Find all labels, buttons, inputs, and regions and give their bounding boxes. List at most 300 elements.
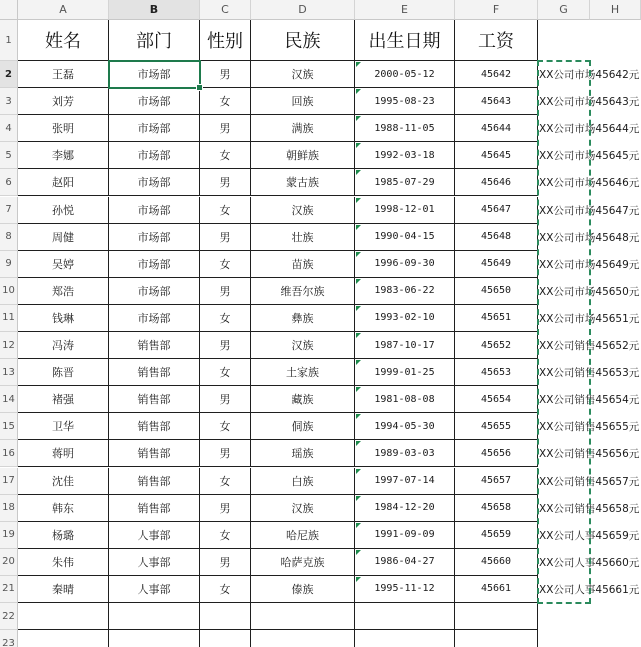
- cell-name[interactable]: [18, 305, 109, 332]
- cell-birth-date[interactable]: [355, 468, 455, 495]
- header-cell-gender[interactable]: [200, 20, 251, 61]
- cell-text: 汉族: [291, 339, 314, 353]
- cell-birth-date[interactable]: [355, 359, 455, 386]
- cell-text: 褚强: [52, 393, 74, 407]
- cell-text: 男: [219, 555, 231, 569]
- text-number-indicator-icon: [356, 496, 361, 501]
- cell-company-salary-text[interactable]: [538, 115, 640, 142]
- cell-name[interactable]: [18, 61, 109, 88]
- row-header-2[interactable]: 2: [0, 61, 18, 88]
- cell-company-salary-text[interactable]: [538, 224, 640, 251]
- cell-text: XX公司市场45646元: [539, 177, 640, 190]
- cell-text: 女: [219, 311, 231, 325]
- cell-birth-date[interactable]: [355, 88, 455, 115]
- cell-text: XX公司人事45661元: [539, 583, 640, 596]
- cell-gender[interactable]: [200, 386, 251, 413]
- cell-ethnicity[interactable]: [251, 495, 355, 522]
- cell-text: 1989-03-03: [374, 447, 435, 459]
- cell-birth-date[interactable]: [355, 278, 455, 305]
- cell-text: 土家族: [286, 366, 319, 380]
- cell-text: 满族: [291, 122, 314, 136]
- cell-name[interactable]: [18, 386, 109, 413]
- row-header-7[interactable]: 7: [0, 197, 18, 224]
- cell-name[interactable]: [18, 359, 109, 386]
- cell-salary[interactable]: [455, 522, 538, 549]
- cell-text: 45660: [480, 556, 512, 568]
- row-header-5[interactable]: 5: [0, 142, 18, 169]
- row-header-12[interactable]: 12: [0, 332, 18, 359]
- cell-gender[interactable]: [200, 197, 251, 224]
- cell-birth-date[interactable]: [355, 251, 455, 278]
- cell-text: 市场部: [137, 257, 171, 271]
- cell-department[interactable]: [109, 549, 200, 576]
- cell-company-salary-text[interactable]: [538, 332, 640, 359]
- cell-name[interactable]: [18, 224, 109, 251]
- row-header-11[interactable]: 11: [0, 305, 18, 332]
- cell-text: 市场部: [137, 311, 171, 325]
- cell-text: 男: [219, 230, 231, 244]
- cell-salary[interactable]: [455, 549, 538, 576]
- cell-ethnicity[interactable]: [251, 88, 355, 115]
- cell-text: 人事部: [137, 528, 171, 542]
- cell-department[interactable]: [109, 251, 200, 278]
- cell-department[interactable]: [109, 115, 200, 142]
- cell-gender[interactable]: [200, 522, 251, 549]
- cell-text: 1993-02-10: [374, 312, 435, 324]
- empty-cell[interactable]: [18, 603, 109, 630]
- cell-ethnicity[interactable]: [251, 305, 355, 332]
- header-cell-ethnicity[interactable]: [251, 20, 355, 61]
- cell-name[interactable]: [18, 332, 109, 359]
- cell-text: 男: [219, 122, 231, 136]
- cell-text: 1990-04-15: [374, 231, 435, 243]
- cell-ethnicity[interactable]: [251, 251, 355, 278]
- row-header-18[interactable]: 18: [0, 495, 18, 522]
- cell-text: 汉族: [291, 203, 314, 217]
- cell-gender[interactable]: [200, 359, 251, 386]
- cell-birth-date[interactable]: [355, 576, 455, 603]
- cell-text: 1995-11-12: [374, 583, 435, 595]
- cell-birth-date[interactable]: [355, 440, 455, 467]
- cell-text: 民族: [284, 31, 321, 52]
- empty-cell[interactable]: [200, 603, 251, 630]
- cell-text: XX公司销售45656元: [539, 448, 640, 461]
- cell-gender[interactable]: [200, 332, 251, 359]
- cell-gender[interactable]: [200, 549, 251, 576]
- cell-birth-date[interactable]: [355, 197, 455, 224]
- column-header-f[interactable]: F: [455, 0, 538, 20]
- text-number-indicator-icon: [356, 469, 361, 474]
- cell-company-salary-text[interactable]: [538, 305, 640, 332]
- cell-company-salary-text[interactable]: [538, 278, 640, 305]
- cell-text: 销售部: [137, 366, 171, 380]
- empty-cell[interactable]: [200, 630, 251, 647]
- cell-company-salary-text[interactable]: [538, 495, 640, 522]
- cell-ethnicity[interactable]: [251, 413, 355, 440]
- cell-company-salary-text[interactable]: [538, 197, 640, 224]
- cell-text: 1984-12-20: [374, 502, 435, 514]
- cell-text: 回族: [291, 95, 314, 109]
- cell-name[interactable]: [18, 88, 109, 115]
- column-header-d[interactable]: D: [251, 0, 355, 20]
- cell-text: 45646: [480, 176, 512, 188]
- cell-salary[interactable]: [455, 359, 538, 386]
- cell-text: 1983-06-22: [374, 285, 435, 297]
- cell-text: 45647: [480, 204, 512, 216]
- cell-name[interactable]: [18, 468, 109, 495]
- cell-text: XX公司人事45659元: [539, 529, 640, 542]
- cell-department[interactable]: [109, 576, 200, 603]
- row-header-3[interactable]: 3: [0, 88, 18, 115]
- cell-text: 王磊: [52, 68, 74, 82]
- cell-text: 冯涛: [52, 339, 74, 353]
- cell-text: 45651: [480, 312, 512, 324]
- text-number-indicator-icon: [356, 89, 361, 94]
- cell-department[interactable]: [109, 359, 200, 386]
- cell-gender[interactable]: [200, 88, 251, 115]
- cell-text: 女: [219, 528, 231, 542]
- cell-ethnicity[interactable]: [251, 468, 355, 495]
- cell-name[interactable]: [18, 413, 109, 440]
- cell-text: 吴婷: [52, 257, 74, 271]
- cell-gender[interactable]: [200, 495, 251, 522]
- row-header-8[interactable]: 8: [0, 224, 18, 251]
- cell-text: 姓名: [45, 31, 81, 52]
- cell-company-salary-text[interactable]: [538, 88, 640, 115]
- text-number-indicator-icon: [356, 360, 361, 365]
- cell-text: 1988-11-05: [374, 122, 435, 134]
- row-header-4[interactable]: 4: [0, 115, 18, 142]
- cell-company-salary-text[interactable]: [538, 522, 640, 549]
- cell-gender[interactable]: [200, 224, 251, 251]
- cell-text: 出生日期: [368, 31, 441, 52]
- cell-name[interactable]: [18, 522, 109, 549]
- text-number-indicator-icon: [356, 577, 361, 582]
- cell-salary[interactable]: [455, 468, 538, 495]
- cell-text: 工资: [478, 31, 514, 52]
- cell-gender[interactable]: [200, 251, 251, 278]
- text-number-indicator-icon: [356, 225, 361, 230]
- cell-birth-date[interactable]: [355, 169, 455, 196]
- cell-gender[interactable]: [200, 305, 251, 332]
- cell-text: 1999-01-25: [374, 366, 435, 378]
- cell-text: 沈佳: [52, 474, 74, 488]
- cell-department[interactable]: [109, 468, 200, 495]
- cell-text: 1997-07-14: [374, 475, 435, 487]
- cell-gender[interactable]: [200, 468, 251, 495]
- cell-company-salary-text[interactable]: [538, 386, 640, 413]
- cell-text: 人事部: [137, 582, 171, 596]
- cell-text: 45652: [480, 339, 512, 351]
- cell-text: 张明: [52, 122, 74, 136]
- row-header-17[interactable]: 17: [0, 468, 18, 495]
- cell-name[interactable]: [18, 576, 109, 603]
- empty-cell[interactable]: [590, 20, 641, 61]
- cell-salary[interactable]: [455, 61, 538, 88]
- column-header-a[interactable]: A: [18, 0, 109, 20]
- cell-text: 1986-04-27: [374, 556, 435, 568]
- empty-cell[interactable]: [18, 630, 109, 647]
- cell-text: 男: [219, 393, 231, 407]
- cell-salary[interactable]: [455, 495, 538, 522]
- cell-text: XX公司市场45651元: [539, 312, 640, 325]
- text-number-indicator-icon: [356, 523, 361, 528]
- cell-name[interactable]: [18, 115, 109, 142]
- cell-text: 销售部: [137, 339, 171, 353]
- header-cell-birth-date[interactable]: [355, 20, 455, 61]
- cell-salary[interactable]: [455, 440, 538, 467]
- cell-name[interactable]: [18, 251, 109, 278]
- cell-company-salary-text[interactable]: [538, 61, 640, 88]
- cell-ethnicity[interactable]: [251, 224, 355, 251]
- cell-text: 45654: [480, 393, 512, 405]
- cell-ethnicity[interactable]: [251, 278, 355, 305]
- cell-company-salary-text[interactable]: [538, 169, 640, 196]
- cell-text: 维吾尔族: [280, 284, 325, 298]
- cell-text: 销售部: [137, 393, 171, 407]
- cell-text: 45653: [480, 366, 512, 378]
- cell-birth-date[interactable]: [355, 522, 455, 549]
- cell-text: 45649: [480, 258, 512, 270]
- cell-birth-date[interactable]: [355, 413, 455, 440]
- cell-company-salary-text[interactable]: [538, 142, 640, 169]
- empty-cell[interactable]: [455, 603, 538, 630]
- column-header-h[interactable]: H: [590, 0, 641, 20]
- cell-text: 2000-05-12: [374, 68, 435, 80]
- cell-salary[interactable]: [455, 305, 538, 332]
- cell-text: 1985-07-29: [374, 176, 435, 188]
- cell-ethnicity[interactable]: [251, 332, 355, 359]
- cell-birth-date[interactable]: [355, 115, 455, 142]
- cell-text: XX公司市场45643元: [539, 96, 640, 109]
- header-cell-name[interactable]: [18, 20, 109, 61]
- cell-company-salary-text[interactable]: [538, 549, 640, 576]
- cell-text: XX公司销售45655元: [539, 421, 640, 434]
- cell-text: 哈萨克族: [280, 555, 325, 569]
- cell-salary[interactable]: [455, 88, 538, 115]
- row-header-14[interactable]: 14: [0, 386, 18, 413]
- cell-text: 侗族: [291, 420, 314, 434]
- empty-cell[interactable]: [355, 603, 455, 630]
- column-header-b[interactable]: B: [109, 0, 200, 20]
- cell-text: 男: [219, 68, 231, 82]
- cell-ethnicity[interactable]: [251, 386, 355, 413]
- cell-gender[interactable]: [200, 169, 251, 196]
- row-header-23[interactable]: 23: [0, 630, 18, 647]
- row-header-6[interactable]: 6: [0, 169, 18, 196]
- cell-department[interactable]: [109, 142, 200, 169]
- cell-department[interactable]: [109, 332, 200, 359]
- cell-ethnicity[interactable]: [251, 61, 355, 88]
- cell-gender[interactable]: [200, 142, 251, 169]
- cell-text: 45645: [480, 149, 512, 161]
- cell-text: 销售部: [137, 501, 171, 515]
- cell-company-salary-text[interactable]: [538, 251, 640, 278]
- cell-text: 市场部: [137, 149, 171, 163]
- cell-name[interactable]: [18, 169, 109, 196]
- cell-ethnicity[interactable]: [251, 359, 355, 386]
- cell-company-salary-text[interactable]: [538, 468, 640, 495]
- cell-ethnicity[interactable]: [251, 549, 355, 576]
- cell-text: 男: [219, 447, 231, 461]
- row-header-19[interactable]: 19: [0, 522, 18, 549]
- cell-text: 市场部: [137, 284, 171, 298]
- cell-ethnicity[interactable]: [251, 142, 355, 169]
- empty-cell[interactable]: [251, 603, 355, 630]
- column-header-g[interactable]: G: [538, 0, 590, 20]
- cell-text: 1987-10-17: [374, 339, 435, 351]
- cell-department[interactable]: [109, 413, 200, 440]
- cell-name[interactable]: [18, 549, 109, 576]
- cell-salary[interactable]: [455, 278, 538, 305]
- cell-department[interactable]: [109, 495, 200, 522]
- cell-text: XX公司市场45644元: [539, 123, 640, 136]
- cell-text: 45642: [480, 68, 512, 80]
- cell-gender[interactable]: [200, 278, 251, 305]
- cell-text: XX公司销售45657元: [539, 475, 640, 488]
- cell-gender[interactable]: [200, 61, 251, 88]
- cell-department[interactable]: [109, 440, 200, 467]
- text-number-indicator-icon: [356, 306, 361, 311]
- cell-salary[interactable]: [455, 224, 538, 251]
- cell-salary[interactable]: [455, 332, 538, 359]
- row-header-20[interactable]: 20: [0, 549, 18, 576]
- cell-gender[interactable]: [200, 115, 251, 142]
- cell-name[interactable]: [18, 278, 109, 305]
- cell-birth-date[interactable]: [355, 224, 455, 251]
- empty-cell[interactable]: [355, 630, 455, 647]
- cell-salary[interactable]: [455, 142, 538, 169]
- cell-department[interactable]: [109, 278, 200, 305]
- cell-company-salary-text[interactable]: [538, 440, 640, 467]
- cell-ethnicity[interactable]: [251, 115, 355, 142]
- cell-salary[interactable]: [455, 115, 538, 142]
- cell-name[interactable]: [18, 197, 109, 224]
- cell-text: 女: [219, 366, 231, 380]
- cell-name[interactable]: [18, 495, 109, 522]
- cell-company-salary-text[interactable]: [538, 413, 640, 440]
- cell-salary[interactable]: [455, 576, 538, 603]
- cell-text: 壮族: [291, 230, 314, 244]
- cell-text: 蒙古族: [286, 176, 319, 190]
- cell-text: 汉族: [291, 68, 314, 82]
- cell-text: 部门: [136, 31, 172, 52]
- cell-salary[interactable]: [455, 413, 538, 440]
- cell-department[interactable]: [109, 522, 200, 549]
- cell-department[interactable]: [109, 224, 200, 251]
- row-header-16[interactable]: 16: [0, 440, 18, 467]
- cell-text: 蒋明: [52, 447, 74, 461]
- cell-salary[interactable]: [455, 251, 538, 278]
- cell-text: 45659: [480, 529, 512, 541]
- cell-ethnicity[interactable]: [251, 197, 355, 224]
- cell-name[interactable]: [18, 440, 109, 467]
- cell-text: 秦晴: [52, 582, 74, 596]
- cell-text: 45644: [480, 122, 512, 134]
- cell-text: 45650: [480, 285, 512, 297]
- cell-gender[interactable]: [200, 440, 251, 467]
- row-header-10[interactable]: 10: [0, 278, 18, 305]
- row-header-9[interactable]: 9: [0, 251, 18, 278]
- cell-text: 45658: [480, 502, 512, 514]
- cell-salary[interactable]: [455, 169, 538, 196]
- cell-text: XX公司销售45654元: [539, 394, 640, 407]
- cell-department[interactable]: [109, 169, 200, 196]
- column-header-c[interactable]: C: [200, 0, 251, 20]
- cell-text: 卫华: [52, 420, 74, 434]
- cell-birth-date[interactable]: [355, 549, 455, 576]
- cell-text: 女: [219, 149, 231, 163]
- cell-text: 1992-03-18: [374, 149, 435, 161]
- text-number-indicator-icon: [356, 333, 361, 338]
- cell-text: 1998-12-01: [374, 204, 435, 216]
- cell-department[interactable]: [109, 88, 200, 115]
- cell-text: 销售部: [137, 420, 171, 434]
- cell-text: 市场部: [137, 95, 171, 109]
- empty-cell[interactable]: [109, 603, 200, 630]
- cell-text: 瑶族: [291, 447, 314, 461]
- cell-department[interactable]: [109, 305, 200, 332]
- cell-birth-date[interactable]: [355, 495, 455, 522]
- cell-text: XX公司销售45653元: [539, 367, 640, 380]
- cell-text: 1994-05-30: [374, 420, 435, 432]
- cell-text: 陈晋: [52, 366, 74, 380]
- cell-text: 男: [219, 284, 231, 298]
- cell-ethnicity[interactable]: [251, 522, 355, 549]
- cell-birth-date[interactable]: [355, 386, 455, 413]
- cell-birth-date[interactable]: [355, 61, 455, 88]
- cell-text: 45656: [480, 447, 512, 459]
- empty-cell[interactable]: [455, 630, 538, 647]
- cell-ethnicity[interactable]: [251, 169, 355, 196]
- column-header-e[interactable]: E: [355, 0, 455, 20]
- cell-birth-date[interactable]: [355, 332, 455, 359]
- header-cell-department[interactable]: [109, 20, 200, 61]
- cell-text: XX公司市场45645元: [539, 150, 640, 163]
- cell-ethnicity[interactable]: [251, 440, 355, 467]
- cell-name[interactable]: [18, 142, 109, 169]
- cell-text: 45661: [480, 583, 512, 595]
- cell-text: XX公司市场45642元: [539, 69, 640, 82]
- cell-department[interactable]: [109, 197, 200, 224]
- cell-gender[interactable]: [200, 413, 251, 440]
- row-header-22[interactable]: 22: [0, 603, 18, 630]
- row-header-1[interactable]: 1: [0, 20, 18, 61]
- empty-cell[interactable]: [109, 630, 200, 647]
- cell-text: 傣族: [291, 582, 314, 596]
- cell-ethnicity[interactable]: [251, 576, 355, 603]
- text-number-indicator-icon: [356, 252, 361, 257]
- empty-cell[interactable]: [538, 20, 590, 61]
- row-header-21[interactable]: 21: [0, 576, 18, 603]
- cell-text: XX公司销售45652元: [539, 340, 640, 353]
- cell-department[interactable]: [109, 61, 200, 88]
- cell-department[interactable]: [109, 386, 200, 413]
- cell-text: 周健: [52, 230, 74, 244]
- empty-cell[interactable]: [251, 630, 355, 647]
- row-header-13[interactable]: 13: [0, 359, 18, 386]
- cell-company-salary-text[interactable]: [538, 359, 640, 386]
- cell-birth-date[interactable]: [355, 142, 455, 169]
- cell-birth-date[interactable]: [355, 305, 455, 332]
- header-cell-salary[interactable]: [455, 20, 538, 61]
- cell-gender[interactable]: [200, 576, 251, 603]
- row-header-15[interactable]: 15: [0, 413, 18, 440]
- cell-salary[interactable]: [455, 386, 538, 413]
- select-all-corner[interactable]: [0, 0, 18, 20]
- cell-salary[interactable]: [455, 197, 538, 224]
- cell-company-salary-text[interactable]: [538, 576, 640, 603]
